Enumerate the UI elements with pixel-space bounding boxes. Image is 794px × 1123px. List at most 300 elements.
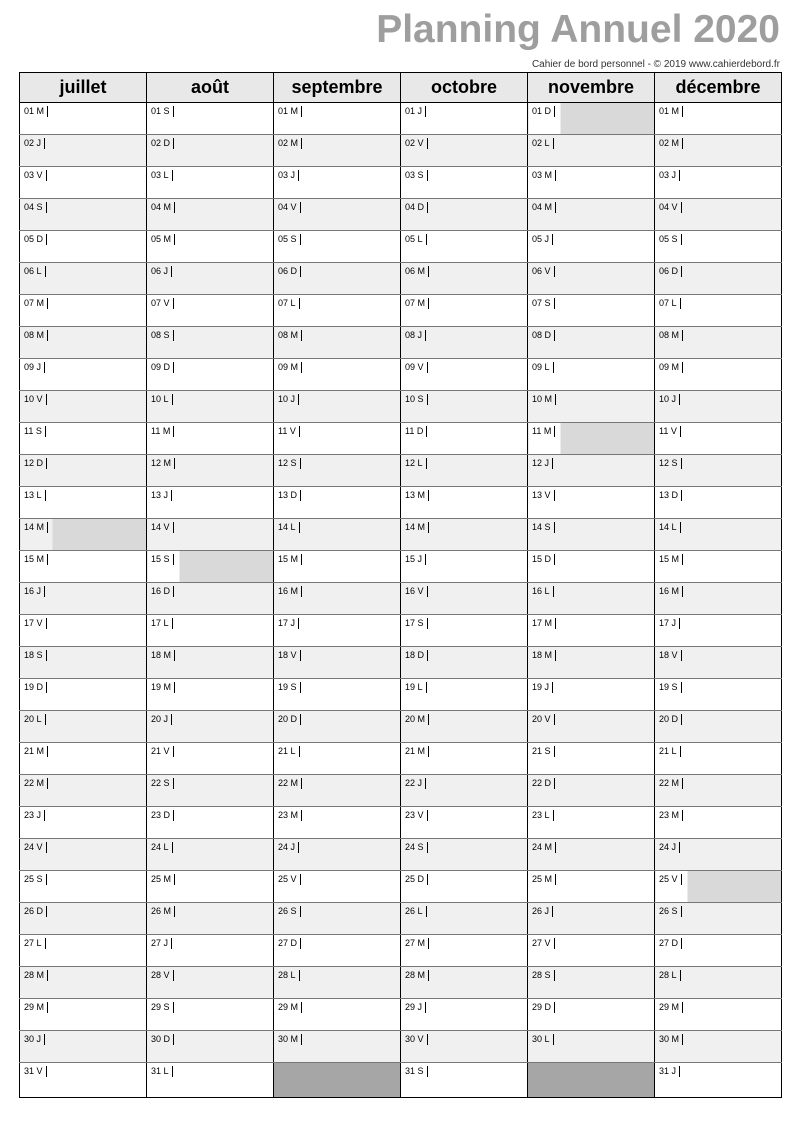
day-cell[interactable] — [274, 327, 401, 359]
annual-planning-grid — [19, 72, 782, 1098]
day-label: 24 J — [659, 842, 680, 853]
day-label: 04 M — [151, 202, 175, 213]
day-label: 25 V — [659, 874, 682, 885]
day-cell[interactable] — [655, 327, 782, 359]
day-label: 03 J — [659, 170, 680, 181]
day-cell[interactable] — [147, 519, 274, 551]
day-cell[interactable] — [20, 167, 147, 199]
table-row — [20, 327, 782, 359]
day-label: 13 J — [151, 490, 172, 501]
day-label: 05 J — [532, 234, 553, 245]
day-label: 01 M — [278, 106, 302, 117]
day-label: 26 L — [405, 906, 427, 917]
day-cell[interactable] — [655, 711, 782, 743]
day-label: 18 V — [278, 650, 301, 661]
day-cell[interactable] — [20, 263, 147, 295]
day-cell[interactable] — [274, 583, 401, 615]
day-cell[interactable] — [274, 423, 401, 455]
day-cell[interactable] — [528, 839, 655, 871]
day-label: 15 M — [24, 554, 48, 565]
month-header-december: décembre — [655, 73, 782, 103]
day-cell[interactable] — [147, 359, 274, 391]
day-cell[interactable] — [147, 679, 274, 711]
day-cell[interactable] — [528, 327, 655, 359]
day-cell[interactable] — [147, 1063, 274, 1098]
day-cell[interactable] — [20, 135, 147, 167]
day-cell[interactable] — [401, 711, 528, 743]
day-label: 11 V — [278, 426, 300, 437]
day-label: 08 M — [659, 330, 683, 341]
day-cell[interactable] — [655, 775, 782, 807]
table-row — [20, 839, 782, 871]
table-row — [20, 295, 782, 327]
day-cell[interactable] — [20, 1031, 147, 1063]
day-cell[interactable] — [528, 679, 655, 711]
day-cell[interactable] — [401, 295, 528, 327]
day-cell[interactable] — [274, 807, 401, 839]
day-label: 17 L — [151, 618, 173, 629]
table-row — [20, 551, 782, 583]
day-label: 11 S — [24, 426, 46, 437]
day-cell[interactable] — [655, 807, 782, 839]
day-cell[interactable] — [401, 487, 528, 519]
day-cell[interactable] — [147, 327, 274, 359]
day-cell[interactable] — [20, 583, 147, 615]
day-cell[interactable] — [147, 743, 274, 775]
day-cell[interactable] — [401, 647, 528, 679]
day-cell[interactable] — [20, 199, 147, 231]
day-cell[interactable] — [401, 327, 528, 359]
day-label: 26 S — [659, 906, 682, 917]
table-row — [20, 999, 782, 1031]
day-cell[interactable] — [274, 199, 401, 231]
day-label: 30 D — [151, 1034, 174, 1045]
day-label: 19 S — [659, 682, 682, 693]
day-cell[interactable] — [655, 1063, 782, 1098]
day-label: 13 V — [532, 490, 555, 501]
day-cell[interactable] — [147, 135, 274, 167]
day-label: 17 V — [24, 618, 47, 629]
day-cell[interactable] — [20, 487, 147, 519]
day-cell[interactable] — [147, 487, 274, 519]
day-cell[interactable] — [401, 807, 528, 839]
day-label: 26 D — [24, 906, 47, 917]
day-label: 02 M — [659, 138, 683, 149]
day-cell[interactable] — [274, 935, 401, 967]
day-cell[interactable] — [528, 455, 655, 487]
day-cell[interactable] — [655, 647, 782, 679]
day-cell[interactable] — [20, 103, 147, 135]
day-cell[interactable] — [20, 647, 147, 679]
day-cell[interactable] — [401, 199, 528, 231]
day-label: 28 L — [278, 970, 300, 981]
day-cell[interactable] — [20, 935, 147, 967]
day-label: 24 V — [24, 842, 47, 853]
day-cell[interactable] — [20, 391, 147, 423]
day-cell[interactable] — [274, 967, 401, 999]
day-label: 01 M — [659, 106, 683, 117]
day-label: 10 M — [532, 394, 556, 405]
day-cell[interactable] — [655, 167, 782, 199]
day-cell[interactable] — [147, 615, 274, 647]
day-label: 31 J — [659, 1066, 680, 1077]
day-cell[interactable] — [274, 103, 401, 135]
day-cell[interactable] — [655, 359, 782, 391]
day-label: 11 M — [151, 426, 174, 437]
day-cell[interactable] — [528, 423, 655, 455]
day-cell[interactable] — [274, 167, 401, 199]
day-cell[interactable] — [401, 391, 528, 423]
day-cell[interactable] — [274, 615, 401, 647]
day-label: 29 M — [659, 1002, 683, 1013]
day-label: 10 V — [24, 394, 47, 405]
day-label: 10 J — [659, 394, 680, 405]
day-cell[interactable] — [147, 903, 274, 935]
day-label: 23 J — [24, 810, 45, 821]
day-cell[interactable] — [20, 231, 147, 263]
day-label: 09 J — [24, 362, 45, 373]
day-label: 16 J — [24, 586, 45, 597]
day-cell[interactable] — [20, 327, 147, 359]
day-cell[interactable] — [147, 167, 274, 199]
day-label: 03 V — [24, 170, 47, 181]
day-cell[interactable] — [401, 423, 528, 455]
day-cell[interactable] — [20, 615, 147, 647]
day-cell[interactable] — [274, 999, 401, 1031]
day-cell[interactable] — [655, 295, 782, 327]
copyright-note: Cahier de bord personnel - © 2019 www.cahierdebord.fr — [531, 59, 780, 70]
day-cell[interactable] — [655, 871, 782, 903]
day-cell[interactable] — [147, 871, 274, 903]
table-row — [20, 167, 782, 199]
day-label: 18 V — [659, 650, 682, 661]
day-cell[interactable] — [655, 135, 782, 167]
day-cell[interactable] — [20, 775, 147, 807]
day-cell[interactable] — [274, 1031, 401, 1063]
day-label: 04 M — [532, 202, 556, 213]
day-cell[interactable] — [655, 263, 782, 295]
day-label: 16 M — [659, 586, 683, 597]
day-label: 23 M — [278, 810, 302, 821]
day-cell[interactable] — [528, 135, 655, 167]
day-cell[interactable] — [147, 103, 274, 135]
day-cell[interactable] — [401, 999, 528, 1031]
day-cell[interactable] — [401, 615, 528, 647]
month-header-row — [20, 73, 782, 103]
day-cell[interactable] — [655, 391, 782, 423]
day-cell[interactable] — [274, 519, 401, 551]
day-cell[interactable] — [20, 903, 147, 935]
day-label: 02 M — [278, 138, 302, 149]
day-label: 21 S — [532, 746, 555, 757]
day-cell[interactable] — [655, 839, 782, 871]
day-cell[interactable] — [528, 775, 655, 807]
day-cell[interactable] — [147, 455, 274, 487]
day-label: 30 M — [659, 1034, 683, 1045]
day-cell[interactable] — [20, 295, 147, 327]
day-cell[interactable] — [528, 519, 655, 551]
day-cell[interactable] — [655, 743, 782, 775]
day-label: 04 V — [278, 202, 301, 213]
day-label: 24 M — [532, 842, 556, 853]
day-cell[interactable] — [528, 999, 655, 1031]
day-cell[interactable] — [528, 583, 655, 615]
day-label: 27 D — [659, 938, 682, 949]
day-cell[interactable] — [528, 871, 655, 903]
day-cell[interactable] — [147, 551, 274, 583]
month-header-july: juillet — [20, 73, 147, 103]
day-label: 08 J — [405, 330, 426, 341]
day-cell[interactable] — [655, 583, 782, 615]
day-label: 09 L — [532, 362, 554, 373]
day-label: 31 V — [24, 1066, 47, 1077]
day-cell[interactable] — [528, 967, 655, 999]
page-title: Planning Annuel 2020 — [376, 8, 780, 51]
day-cell[interactable] — [20, 999, 147, 1031]
day-label: 20 L — [24, 714, 46, 725]
day-cell[interactable] — [147, 839, 274, 871]
day-cell[interactable] — [528, 551, 655, 583]
day-label: 09 V — [405, 362, 428, 373]
day-label: 16 M — [278, 586, 302, 597]
day-label: 26 J — [532, 906, 553, 917]
day-cell[interactable] — [274, 743, 401, 775]
day-cell[interactable] — [528, 807, 655, 839]
day-cell[interactable] — [20, 839, 147, 871]
day-cell[interactable] — [528, 711, 655, 743]
day-label: 28 S — [532, 970, 555, 981]
day-cell[interactable] — [401, 231, 528, 263]
day-cell[interactable] — [147, 967, 274, 999]
day-cell[interactable] — [274, 551, 401, 583]
day-label: 29 M — [24, 1002, 48, 1013]
day-cell[interactable] — [20, 807, 147, 839]
day-cell[interactable] — [528, 391, 655, 423]
day-cell[interactable] — [401, 903, 528, 935]
day-cell[interactable] — [655, 1031, 782, 1063]
day-cell[interactable] — [655, 103, 782, 135]
day-label: 27 L — [24, 938, 46, 949]
day-cell[interactable] — [274, 135, 401, 167]
day-cell[interactable] — [401, 263, 528, 295]
day-label: 25 M — [532, 874, 556, 885]
day-label: 18 D — [405, 650, 428, 661]
day-cell[interactable] — [655, 679, 782, 711]
day-cell[interactable] — [274, 263, 401, 295]
day-cell[interactable] — [528, 199, 655, 231]
day-label: 30 V — [405, 1034, 428, 1045]
day-label: 12 J — [532, 458, 553, 469]
day-cell[interactable] — [655, 231, 782, 263]
day-label: 06 L — [24, 266, 46, 277]
day-cell[interactable] — [20, 967, 147, 999]
table-row — [20, 711, 782, 743]
day-cell[interactable] — [528, 103, 655, 135]
day-cell[interactable] — [274, 711, 401, 743]
day-cell[interactable] — [401, 551, 528, 583]
day-cell[interactable] — [20, 519, 147, 551]
day-cell[interactable] — [401, 359, 528, 391]
day-cell[interactable] — [274, 359, 401, 391]
day-cell[interactable] — [274, 487, 401, 519]
day-cell[interactable] — [401, 775, 528, 807]
day-label: 26 M — [151, 906, 175, 917]
day-cell[interactable] — [20, 871, 147, 903]
day-cell[interactable] — [655, 455, 782, 487]
day-cell[interactable] — [655, 423, 782, 455]
day-cell[interactable] — [528, 487, 655, 519]
day-cell[interactable] — [401, 135, 528, 167]
table-row — [20, 871, 782, 903]
day-cell[interactable] — [147, 711, 274, 743]
day-label: 13 L — [24, 490, 46, 501]
day-label: 17 J — [278, 618, 299, 629]
day-label: 15 J — [405, 554, 426, 565]
day-label: 12 D — [24, 458, 47, 469]
day-label: 10 L — [151, 394, 173, 405]
day-cell[interactable] — [20, 679, 147, 711]
day-cell[interactable] — [401, 1063, 528, 1098]
day-label: 29 J — [405, 1002, 426, 1013]
table-row — [20, 775, 782, 807]
day-label: 05 L — [405, 234, 427, 245]
day-cell[interactable] — [20, 551, 147, 583]
day-cell[interactable] — [655, 199, 782, 231]
day-cell[interactable] — [147, 647, 274, 679]
day-cell[interactable] — [274, 679, 401, 711]
day-label: 02 J — [24, 138, 45, 149]
day-cell[interactable] — [20, 1063, 147, 1098]
day-cell[interactable] — [528, 231, 655, 263]
day-label: 21 M — [24, 746, 48, 757]
day-cell[interactable] — [655, 967, 782, 999]
day-cell[interactable] — [528, 903, 655, 935]
day-cell[interactable] — [401, 583, 528, 615]
day-cell[interactable] — [401, 935, 528, 967]
day-cell[interactable] — [20, 455, 147, 487]
day-cell[interactable] — [401, 519, 528, 551]
day-cell[interactable] — [655, 935, 782, 967]
day-cell[interactable] — [401, 871, 528, 903]
day-cell[interactable] — [147, 423, 274, 455]
day-cell[interactable] — [528, 743, 655, 775]
day-cell[interactable] — [655, 487, 782, 519]
day-label: 07 V — [151, 298, 174, 309]
table-row — [20, 743, 782, 775]
day-cell[interactable] — [274, 775, 401, 807]
day-cell[interactable] — [655, 551, 782, 583]
day-cell[interactable] — [655, 903, 782, 935]
day-cell[interactable] — [401, 455, 528, 487]
day-cell[interactable] — [274, 295, 401, 327]
table-row — [20, 583, 782, 615]
day-label: 02 D — [151, 138, 174, 149]
day-label: 25 M — [151, 874, 175, 885]
table-row — [20, 487, 782, 519]
table-row — [20, 519, 782, 551]
day-cell[interactable] — [20, 423, 147, 455]
day-cell[interactable] — [528, 167, 655, 199]
empty-day-cell — [528, 1063, 655, 1098]
day-cell[interactable] — [147, 775, 274, 807]
day-cell[interactable] — [20, 743, 147, 775]
day-cell[interactable] — [147, 295, 274, 327]
day-cell[interactable] — [528, 359, 655, 391]
day-label: 18 M — [151, 650, 175, 661]
day-cell[interactable] — [274, 231, 401, 263]
day-cell[interactable] — [147, 583, 274, 615]
day-label: 24 L — [151, 842, 173, 853]
day-cell[interactable] — [147, 935, 274, 967]
day-label: 29 M — [278, 1002, 302, 1013]
day-label: 06 D — [659, 266, 682, 277]
day-cell[interactable] — [401, 743, 528, 775]
day-cell[interactable] — [528, 647, 655, 679]
day-cell[interactable] — [528, 615, 655, 647]
table-row — [20, 263, 782, 295]
day-cell[interactable] — [147, 231, 274, 263]
day-cell[interactable] — [147, 999, 274, 1031]
day-label: 22 M — [278, 778, 302, 789]
day-cell[interactable] — [528, 263, 655, 295]
day-cell[interactable] — [401, 1031, 528, 1063]
day-label: 08 M — [278, 330, 302, 341]
day-cell[interactable] — [274, 647, 401, 679]
table-row — [20, 199, 782, 231]
day-cell[interactable] — [655, 999, 782, 1031]
day-label: 19 M — [151, 682, 175, 693]
table-row — [20, 647, 782, 679]
day-cell[interactable] — [401, 103, 528, 135]
table-row — [20, 679, 782, 711]
day-cell[interactable] — [401, 167, 528, 199]
day-cell[interactable] — [274, 839, 401, 871]
day-label: 08 S — [151, 330, 174, 341]
day-cell[interactable] — [528, 295, 655, 327]
day-label: 08 M — [24, 330, 48, 341]
day-cell[interactable] — [147, 199, 274, 231]
day-cell[interactable] — [528, 935, 655, 967]
day-cell[interactable] — [20, 711, 147, 743]
day-label: 30 M — [278, 1034, 302, 1045]
day-cell[interactable] — [274, 391, 401, 423]
day-label: 20 J — [151, 714, 172, 725]
day-cell[interactable] — [274, 903, 401, 935]
day-label: 30 L — [532, 1034, 554, 1045]
day-cell[interactable] — [274, 871, 401, 903]
day-cell[interactable] — [655, 519, 782, 551]
day-cell[interactable] — [147, 1031, 274, 1063]
day-label: 01 J — [405, 106, 426, 117]
day-cell[interactable] — [401, 679, 528, 711]
day-cell[interactable] — [401, 839, 528, 871]
day-label: 27 J — [151, 938, 172, 949]
day-cell[interactable] — [147, 391, 274, 423]
day-label: 16 D — [151, 586, 174, 597]
day-cell[interactable] — [401, 967, 528, 999]
day-cell[interactable] — [274, 455, 401, 487]
day-label: 15 D — [532, 554, 555, 565]
day-cell[interactable] — [655, 615, 782, 647]
day-cell[interactable] — [147, 263, 274, 295]
day-label: 01 D — [532, 106, 555, 117]
day-cell[interactable] — [20, 359, 147, 391]
day-cell[interactable] — [528, 1031, 655, 1063]
day-label: 16 L — [532, 586, 554, 597]
day-label: 06 J — [151, 266, 172, 277]
day-cell[interactable] — [147, 807, 274, 839]
day-label: 07 M — [24, 298, 48, 309]
